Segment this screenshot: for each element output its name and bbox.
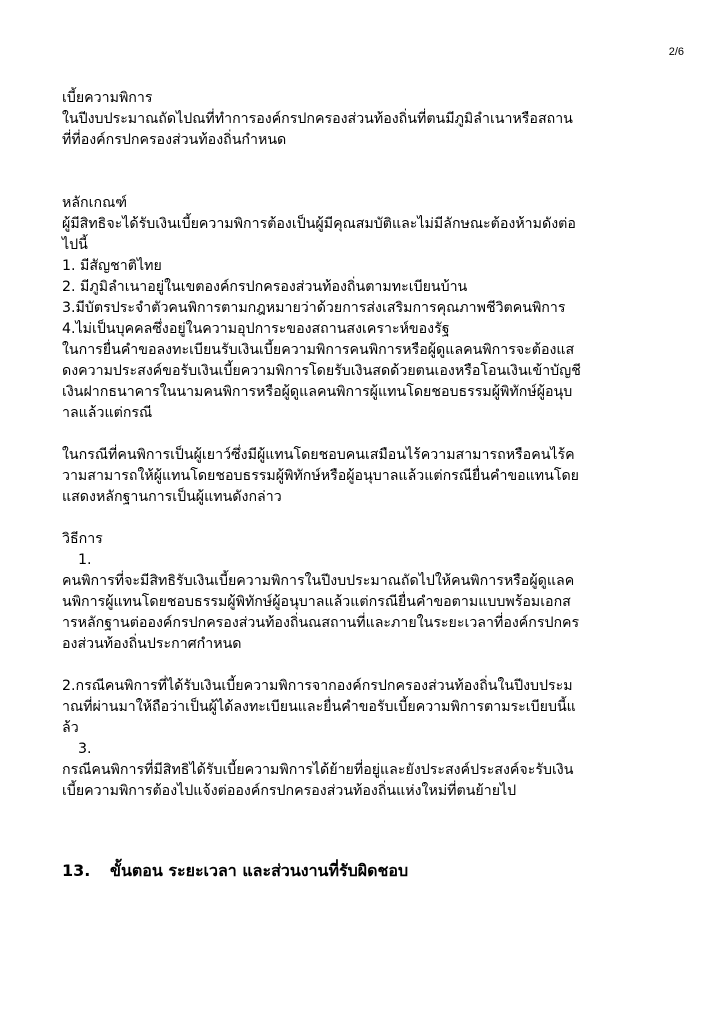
procedure-heading: วิธีการ <box>62 531 103 547</box>
procedure-item-1-number: 1. <box>78 552 92 568</box>
text-line: ล้ว <box>62 720 79 736</box>
text-line: นพิการผู้แทนโดยชอบธรรมผู้พิทักษ์ผู้อนุบาลแล้วแต่กรณียื่นคำขอตามแบบพร้อมเอกส <box>62 594 571 610</box>
text-line: ในการยื่นคำขอลงทะเบียนรับเงินเบี้ยความพิการคนพิการหรือผู้ดูแลคนพิการจะต้องแส <box>62 342 575 358</box>
page-number: 2/6 <box>668 46 684 58</box>
text-line: ผู้มีสิทธิจะได้รับเงินเบี้ยความพิการต้องเป็นผู้มีคุณสมบัติและไม่มีลักษณะต้องห้ามดังต่อ <box>62 216 576 232</box>
procedure-item-2: 2.กรณีคนพิการที่ได้รับเงินเบี้ยความพิการจากองค์กรปกครองส่วนท้องถิ่นในปีงบประม <box>62 678 573 694</box>
intro-paragraph <box>62 88 682 151</box>
document-body <box>62 88 682 802</box>
text-line: เบี้ยความพิการ <box>62 90 153 106</box>
criteria-section <box>62 193 682 424</box>
criteria-item-2: 2. มีภูมิลำเนาอยู่ในเขตองค์กรปกครองส่วนท้องถิ่นตามทะเบียนบ้าน <box>62 279 468 295</box>
text-line: เงินฝากธนาคารในนามคนพิการหรือผู้ดูแลคนพิการผู้แทนโดยชอบธรรมผู้พิทักษ์ผู้อนุบ <box>62 384 573 400</box>
criteria-item-1: 1. มีสัญชาติไทย <box>62 258 162 274</box>
text-line: แสดงหลักฐานการเป็นผู้แทนดังกล่าว <box>62 489 282 505</box>
text-line: ที่ที่องค์กรปกครองส่วนท้องถิ่นกำหนด <box>62 132 287 148</box>
text-line: ไปนี้ <box>62 237 88 253</box>
criteria-item-4: 4.ไม่เป็นบุคคลซึ่งอยู่ในความอุปการะของสถานสงเคราะห์ของรัฐ <box>62 321 450 337</box>
minor-case-paragraph <box>62 445 682 508</box>
text-line: เบี้ยความพิการต้องไปแจ้งต่อองค์กรปกครองส่วนท้องถิ่นแห่งใหม่ที่ตนย้ายไป <box>62 783 517 799</box>
text-line: ในปีงบประมาณถัดไปณที่ทำการองค์กรปกครองส่วนท้องถิ่นที่ตนมีภูมิลำเนาหรือสถาน <box>62 111 573 127</box>
section-number: 13. <box>62 861 91 880</box>
text-line: ดงความประสงค์ขอรับเงินเบี้ยความพิการโดยรับเงินสดด้วยตนเองหรือโอนเงินเข้าบัญชี <box>62 363 581 379</box>
text-line: กรณีคนพิการที่มีสิทธิได้รับเบี้ยความพิการได้ย้ายที่อยู่และยังประสงค์ประสงค์จะรับเงิน <box>62 762 574 778</box>
section-13-heading <box>62 859 408 884</box>
procedure-section <box>62 529 682 802</box>
criteria-heading: หลักเกณฑ์ <box>62 195 128 211</box>
text-line: ในกรณีที่คนพิการเป็นผู้เยาว์ซึ่งมีผู้แทนโดยชอบคนเสมือนไร้ความสามารถหรือคนไร้ค <box>62 447 575 463</box>
text-line: ารหลักฐานต่อองค์กรปกครองส่วนท้องถิ่นณสถานที่และภายในระยะเวลาที่องค์กรปกคร <box>62 615 580 631</box>
criteria-item-3: 3.มีบัตรประจำตัวคนพิการตามกฎหมายว่าด้วยการส่งเสริมการคุณภาพชีวิตคนพิการ <box>62 300 566 316</box>
section-title: ขั้นตอน ระยะเวลา และส่วนงานที่รับผิดชอบ <box>110 861 409 880</box>
text-line: คนพิการที่จะมีสิทธิรับเงินเบี้ยความพิการในปีงบประมาณถัดไปให้คนพิการหรือผู้ดูแลค <box>62 573 575 589</box>
procedure-item-3-number: 3. <box>78 741 92 757</box>
text-line: องส่วนท้องถิ่นประกาศกำหนด <box>62 636 242 652</box>
text-line: าณที่ผ่านมาให้ถือว่าเป็นผู้ได้ลงทะเบียนและยื่นคำขอรับเบี้ยความพิการตามระเบียบนี้แ <box>62 699 576 715</box>
text-line: วามสามารถให้ผู้แทนโดยชอบธรรมผู้พิทักษ์หรือผู้อนุบาลแล้วแต่กรณียื่นคำขอแทนโดย <box>62 468 579 484</box>
text-line: าลแล้วแต่กรณี <box>62 405 153 421</box>
